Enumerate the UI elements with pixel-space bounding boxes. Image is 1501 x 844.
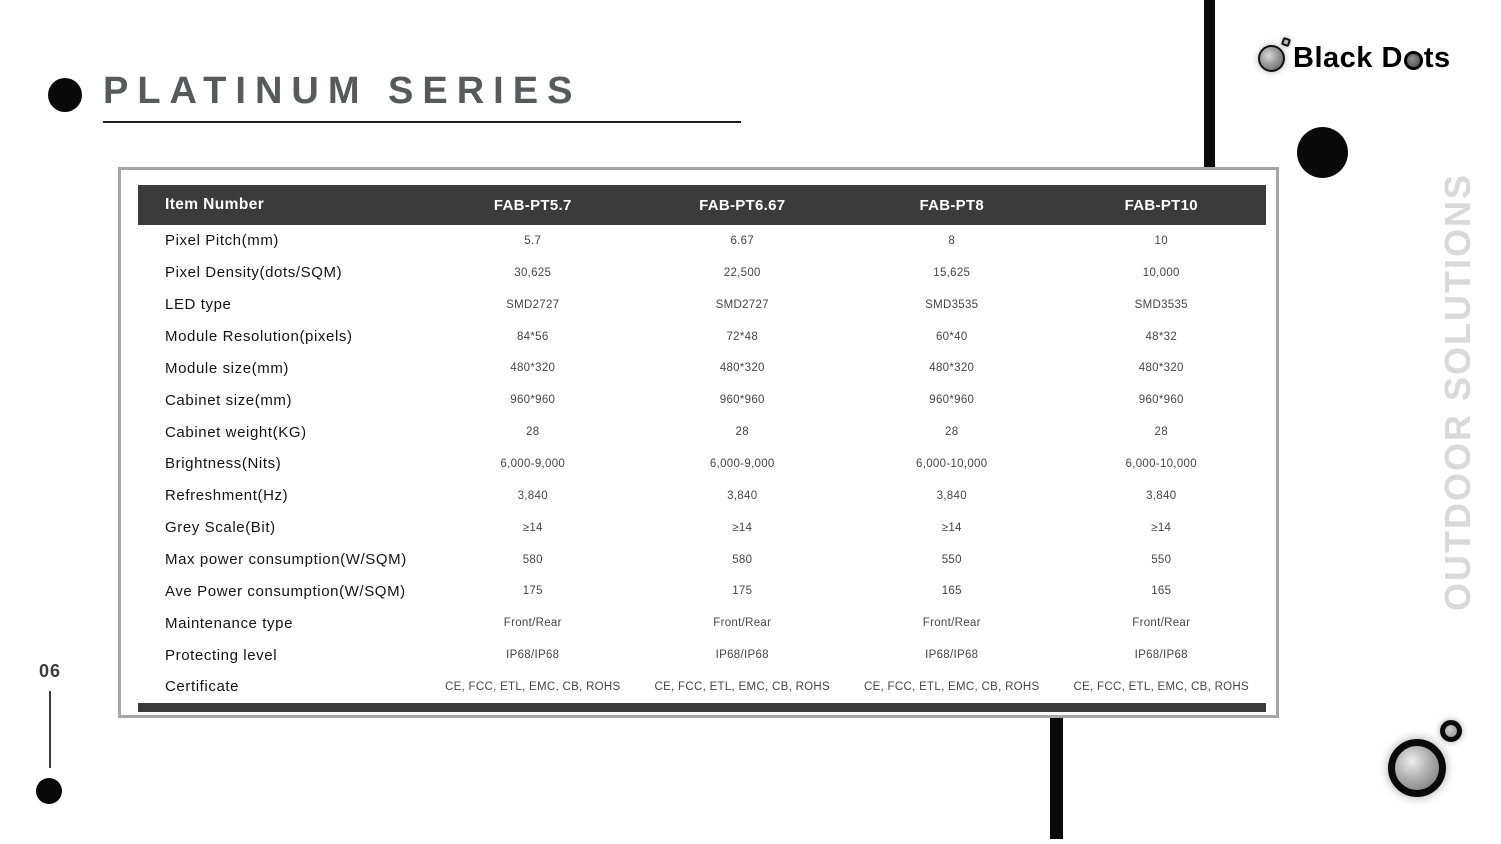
row-value: CE, FCC, ETL, EMC, CB, ROHS xyxy=(654,680,830,693)
page-number-dot xyxy=(36,778,62,804)
row-value: Front/Rear xyxy=(713,617,772,630)
table-row xyxy=(138,639,1266,671)
row-label: Maintenance type xyxy=(165,614,294,632)
table-row xyxy=(138,544,1266,576)
decor-ring-small-icon xyxy=(1440,720,1462,742)
row-value: 960*960 xyxy=(1138,394,1184,407)
row-value: Front/Rear xyxy=(1132,617,1191,630)
row-value: 6,000-10,000 xyxy=(916,457,988,470)
table-row xyxy=(138,671,1266,703)
table-row xyxy=(138,384,1266,416)
spec-table-header-row xyxy=(138,185,1266,225)
row-label: Ave Power consumption(W/SQM) xyxy=(165,582,406,600)
table-row xyxy=(138,448,1266,480)
row-label: Pixel Pitch(mm) xyxy=(165,232,280,250)
row-label: Cabinet size(mm) xyxy=(165,391,293,409)
table-row xyxy=(138,257,1266,289)
page-number-line xyxy=(49,691,51,768)
brand-text-suffix: ts xyxy=(1423,41,1451,74)
row-value: 3,840 xyxy=(936,489,967,502)
table-row xyxy=(138,289,1266,321)
row-value: ≥14 xyxy=(1151,521,1172,534)
row-value: 960*960 xyxy=(510,394,556,407)
decor-ring-large-icon xyxy=(1388,739,1446,797)
row-value: 3,840 xyxy=(727,489,758,502)
table-row xyxy=(138,512,1266,544)
row-value: 3,840 xyxy=(1146,489,1177,502)
row-value: 6.67 xyxy=(730,234,755,247)
row-value: 175 xyxy=(522,585,543,598)
row-value: 960*960 xyxy=(929,394,975,407)
row-value: 6,000-9,000 xyxy=(500,457,566,470)
title-bullet-dot xyxy=(48,78,82,112)
row-label: Pixel Density(dots/SQM) xyxy=(165,264,343,282)
row-value: 550 xyxy=(941,553,962,566)
row-value: 28 xyxy=(526,426,540,439)
row-value: 960*960 xyxy=(719,394,765,407)
row-value: 72*48 xyxy=(726,330,759,343)
brand-dot-o-icon xyxy=(1404,51,1423,70)
brand-logo xyxy=(1258,38,1451,78)
row-value: Front/Rear xyxy=(503,617,562,630)
row-value: SMD2727 xyxy=(506,298,560,311)
table-row xyxy=(138,225,1266,257)
table-row xyxy=(138,321,1266,353)
row-value: 84*56 xyxy=(516,330,549,343)
row-value: 580 xyxy=(522,553,543,566)
brand-text-prefix: Black D xyxy=(1293,41,1403,74)
row-value: ≥14 xyxy=(941,521,962,534)
row-value: Front/Rear xyxy=(922,617,981,630)
table-row xyxy=(138,416,1266,448)
table-row xyxy=(138,607,1266,639)
planet-satellite-dot-icon xyxy=(1281,36,1291,46)
row-value: 480*320 xyxy=(1138,362,1184,375)
row-value: IP68/IP68 xyxy=(1134,649,1188,662)
row-value: 60*40 xyxy=(935,330,968,343)
row-value: 10,000 xyxy=(1142,266,1180,279)
title-underline xyxy=(103,121,741,123)
row-value: SMD2727 xyxy=(715,298,769,311)
row-value: 48*32 xyxy=(1145,330,1178,343)
header-fab-pt10: FAB-PT10 xyxy=(1124,196,1198,214)
side-label-outdoor-solutions: OUTDOOR SOLUTIONS xyxy=(1437,173,1478,611)
row-value: IP68/IP68 xyxy=(506,649,560,662)
row-value: 8 xyxy=(948,234,956,247)
row-value: 22,500 xyxy=(723,266,761,279)
row-value: SMD3535 xyxy=(1134,298,1188,311)
decor-vertical-bar-top xyxy=(1204,0,1215,167)
row-value: 6,000-10,000 xyxy=(1125,457,1197,470)
row-label: Max power consumption(W/SQM) xyxy=(165,551,407,569)
row-label: LED type xyxy=(165,296,232,314)
row-label: Certificate xyxy=(165,678,240,696)
row-value: 165 xyxy=(941,585,962,598)
row-value: 28 xyxy=(735,426,749,439)
row-value: 30,625 xyxy=(514,266,552,279)
row-label: Module Resolution(pixels) xyxy=(165,328,353,345)
row-value: 550 xyxy=(1151,553,1172,566)
row-value: ≥14 xyxy=(522,521,543,534)
decor-black-dot xyxy=(1297,127,1348,178)
row-value: 3,840 xyxy=(517,489,548,502)
black-dots-planet-icon xyxy=(1258,45,1285,72)
row-value: 28 xyxy=(1154,426,1168,439)
row-label: Module size(mm) xyxy=(165,359,290,377)
table-row xyxy=(138,480,1266,512)
spec-table-body xyxy=(138,225,1266,703)
header-fab-pt8: FAB-PT8 xyxy=(919,196,985,214)
page-number: 06 xyxy=(38,661,62,681)
row-value: 175 xyxy=(732,585,753,598)
row-label: Cabinet weight(KG) xyxy=(165,423,307,441)
row-value: IP68/IP68 xyxy=(925,649,979,662)
table-row xyxy=(138,575,1266,607)
row-value: 165 xyxy=(1151,585,1172,598)
spec-table-bottom-bar xyxy=(138,703,1266,712)
decor-vertical-bar-bottom xyxy=(1050,718,1063,839)
header-item-number: Item Number xyxy=(165,196,265,213)
row-value: 580 xyxy=(732,553,753,566)
row-value: 5.7 xyxy=(524,234,542,247)
row-value: 6,000-9,000 xyxy=(709,457,775,470)
row-label: Grey Scale(Bit) xyxy=(165,519,276,537)
row-label: Refreshment(Hz) xyxy=(165,487,289,505)
header-fab-pt5-7: FAB-PT5.7 xyxy=(493,196,572,214)
row-value: ≥14 xyxy=(732,521,753,534)
row-value: CE, FCC, ETL, EMC, CB, ROHS xyxy=(1073,680,1249,693)
page-title: PLATINUM SERIES xyxy=(103,70,582,112)
row-value: 15,625 xyxy=(933,266,971,279)
brand-logo-text xyxy=(1293,42,1451,75)
row-value: IP68/IP68 xyxy=(715,649,769,662)
row-value: 480*320 xyxy=(510,362,556,375)
row-value: 10 xyxy=(1154,234,1168,247)
row-value: 28 xyxy=(945,426,959,439)
row-value: CE, FCC, ETL, EMC, CB, ROHS xyxy=(444,680,621,693)
spec-table xyxy=(118,167,1279,718)
row-label: Brightness(Nits) xyxy=(165,455,282,473)
row-value: 480*320 xyxy=(929,362,975,375)
header-fab-pt6-67: FAB-PT6.67 xyxy=(699,196,786,214)
row-value: CE, FCC, ETL, EMC, CB, ROHS xyxy=(863,680,1040,693)
row-label: Protecting level xyxy=(165,646,278,664)
table-row xyxy=(138,352,1266,384)
row-value: 480*320 xyxy=(719,362,765,375)
row-value: SMD3535 xyxy=(925,298,979,311)
